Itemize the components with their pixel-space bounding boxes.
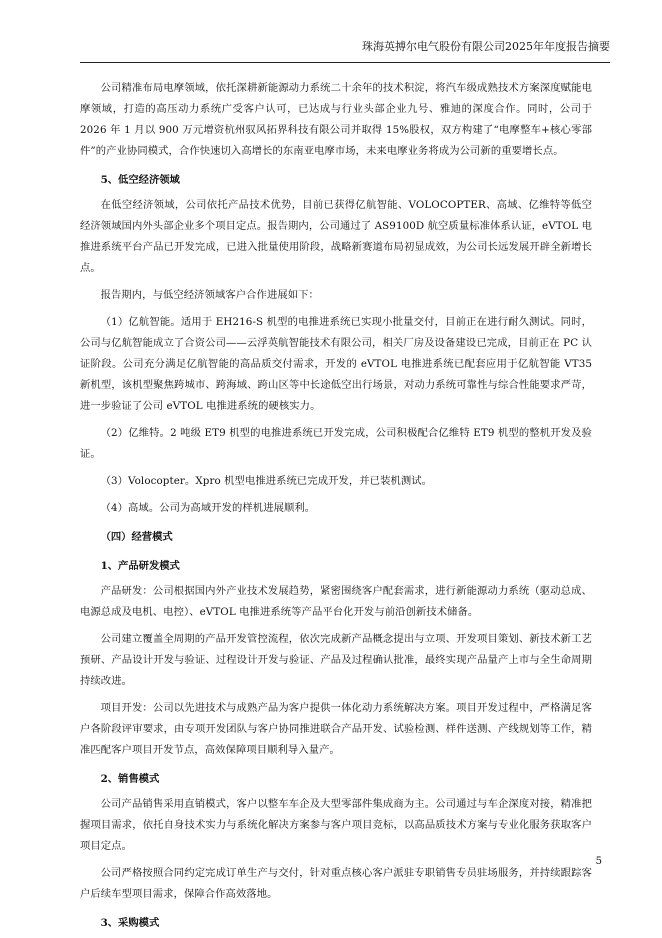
paragraph-product-rd: 产品研发：公司根据国内外产业技术发展趋势，紧密围绕客户配套需求，进行新能源动力系统（驱动总成、电源总成及电机、电控）、eVTOL 电推进系统等产品平台化开发与前沿创新技术储备。 [80, 585, 592, 618]
heading-procurement-model: 3、采购模式 [100, 917, 160, 929]
report-header: 珠海英搏尔电气股份有限公司2025年年度报告摘要 [80, 40, 610, 63]
page-number: 5 [595, 856, 602, 867]
paragraph-dev-process: 公司建立覆盖全周期的产品开发管控流程，依次完成新产品概念提出与立项、开发项目策划、新技术新工艺预研、产品设计开发与验证、过程设计开发与验证、产品及过程确认批准，最终实现产品量产上市与全生命周期持续改进。 [80, 633, 592, 687]
paragraph-direct-sales: 公司产品销售采用直销模式，客户以整车车企及大型零部件集成商为主。公司通过与车企深度对接，精准把握项目需求，依托自身技术实力与系统化解决方案参与客户项目竞标，以高品质技术方案与专业化服务获取客户项目定点。 [80, 798, 592, 852]
heading-low-altitude: 5、低空经济领域 [100, 174, 180, 186]
paragraph-motorcycle: 公司精准布局电摩领域，依托深耕新能源动力系统二十余年的技术积淀，将汽车级成熟技术方案深度赋能电摩领域，打造的高压动力系统广受客户认可，已达成与行业头部企业九号、雅迪的深度合作。同时，公司于 2026 年 1 月以 900 万元增资杭州驭风拓界科技有限公司并取得 15%股权，双方构建了“电摩整车+核心零部件”的产业协同模式，合作快速切入高增长的东南亚电摩市场，未来电摩业务将成为公司新的重要增长点。 [80, 82, 592, 157]
paragraph-gaoyu: （4）高域。公司为高域开发的样机进展顺利。 [100, 502, 316, 514]
paragraph-low-altitude-overview: 在低空经济领域，公司依托产品技术优势，目前已获得亿航智能、VOLOCOPTER、高域、亿维特等低空经济领域国内外头部企业多个项目定点。报告期内，公司通过了 AS9100D 航空质量标准体系认证，eVTOL 电推进系统平台产品已开发完成，已进入批量使用阶段，战略新赛道布局初显成效，为公司长远发展开辟全新增长点。 [80, 199, 592, 274]
heading-business-model: （四）经营模式 [100, 531, 173, 543]
document-body [80, 78, 592, 938]
paragraph-order-delivery: 公司严格按照合同约定完成订单生产与交付，针对重点核心客户派驻专职销售专员驻场服务，并持续跟踪客户后续车型项目需求，保障合作高效落地。 [80, 867, 592, 900]
heading-sales-model: 2、销售模式 [100, 773, 160, 785]
paragraph-volocopter: （3）Volocopter。Xpro 机型电推进系统已完成开发，并已装机测试。 [100, 475, 433, 487]
paragraph-progress-intro: 报告期内，与低空经济领域客户合作进展如下： [100, 289, 319, 301]
paragraph-yiweite: （2）亿维特。2 吨级 ET9 机型的电推进系统已开发完成，公司积极配合亿维特 ET9 机型的整机开发及验证。 [80, 427, 592, 460]
paragraph-ehang: （1）亿航智能。适用于 EH216-S 机型的电推进系统已实现小批量交付，目前正在进行耐久测试。同时，公司与亿航智能成立了合资公司——云浮英航智能技术有限公司，相关厂房及设备建设已完成，目前正在 PC 认证阶段。公司充分满足亿航智能的高品质交付需求，开发的 eVTOL 电推进系统已配套应用于亿航智能 VT35 新机型，该机型聚焦跨城市、跨海域、跨山区等中长途低空出行场景，对动力系统可靠性与综合性能要求严苛，进一步验证了公司 eVTOL 电推进系统的硬核实力。 [80, 316, 592, 412]
heading-rd-model: 1、产品研发模式 [100, 560, 180, 572]
paragraph-project-dev: 项目开发：公司以先进技术与成熟产品为客户提供一体化动力系统解决方案。项目开发过程中，严格满足客户各阶段评审要求，由专项开发团队与客户协同推进联合产品开发、试验检测、样件送测、产线规划等工作，精准匹配客户项目开发节点，高效保障项目顺利导入量产。 [80, 702, 592, 756]
